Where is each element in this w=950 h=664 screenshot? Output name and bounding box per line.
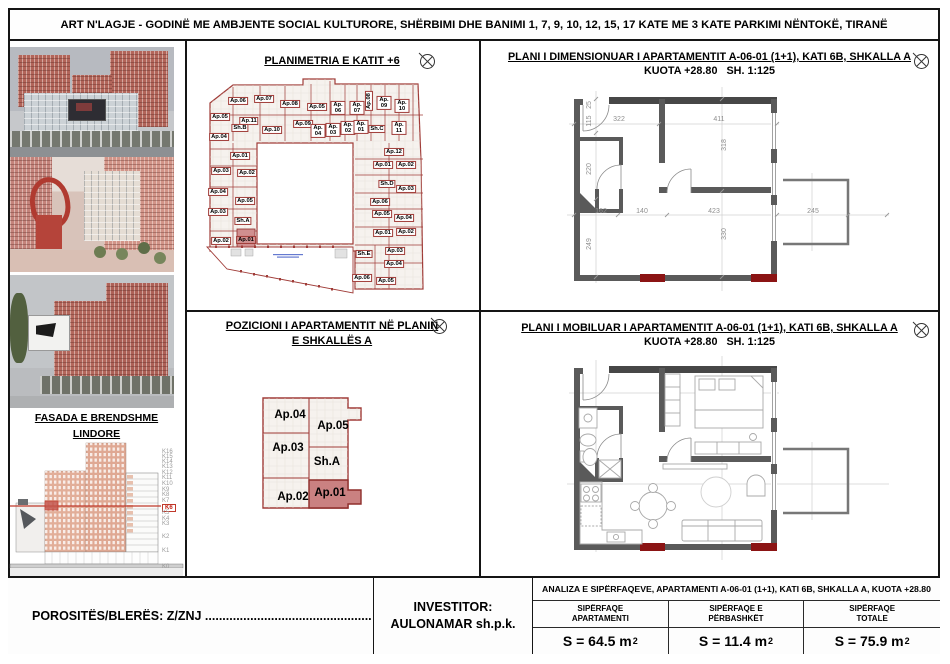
value-total-area: S = 75.9 m 2 bbox=[834, 633, 910, 649]
position-plan-drawing bbox=[185, 310, 479, 576]
render-sculpture-base bbox=[36, 215, 62, 249]
floor-label-k1: K1 bbox=[162, 548, 170, 554]
plan-note-text bbox=[273, 254, 303, 255]
key-plan-label: Ap.03 bbox=[210, 208, 226, 215]
area-analysis-table bbox=[533, 578, 940, 654]
key-plan-label: Ap.12 bbox=[386, 148, 402, 155]
furnished-plan-section bbox=[479, 310, 940, 576]
key-plan-label: Sh.A bbox=[236, 217, 250, 224]
render3-block-right bbox=[106, 283, 168, 379]
elevation-svg bbox=[8, 441, 185, 576]
svg-text:423: 423 bbox=[708, 208, 720, 215]
key-plan-label: Ap. 07 bbox=[350, 101, 365, 115]
floor-label-k12: K12 bbox=[162, 470, 173, 476]
key-plan-label: Sh.C bbox=[370, 125, 384, 132]
dimension-plan-subtitle: KUOTA +28.80 SH. 1:125 bbox=[643, 65, 776, 77]
svg-text:220: 220 bbox=[586, 163, 593, 175]
left-panel bbox=[8, 41, 185, 576]
key-plan-label: Ap.04 bbox=[396, 214, 412, 221]
svg-text:245: 245 bbox=[807, 208, 819, 215]
dimension-plan-section bbox=[479, 41, 940, 310]
key-plan-label: Ap.05 bbox=[237, 197, 253, 204]
position-plan-title-line2: E SHKALLËS A bbox=[291, 335, 373, 347]
position-plan-section bbox=[185, 310, 479, 576]
fasada-label bbox=[8, 411, 185, 443]
key-plan-label: Ap.05 bbox=[374, 210, 390, 217]
key-plan-label: Sh.D bbox=[380, 180, 394, 187]
render3-tree bbox=[10, 293, 28, 363]
floor-label-k16: K16 bbox=[162, 449, 173, 455]
key-plan-label: Ap. 06 bbox=[331, 101, 346, 115]
render3-colonnade bbox=[40, 376, 174, 394]
svg-text:330: 330 bbox=[721, 228, 728, 240]
buyer-cell bbox=[8, 578, 374, 654]
col-header-total-area: SIPËRFAQE TOTALE bbox=[804, 601, 940, 628]
position-label-ap01: Ap.01 bbox=[314, 487, 346, 499]
north-arrow-icon bbox=[418, 52, 436, 75]
key-plan-label: Ap.07 bbox=[256, 95, 272, 102]
col-header-apartment-area: SIPËRFAQE APARTAMENTI bbox=[533, 601, 669, 628]
render-ground bbox=[10, 147, 174, 157]
render-billboard-art bbox=[76, 103, 92, 111]
svg-text:411: 411 bbox=[713, 116, 725, 123]
analysis-title: ANALIZA E SIPËRFAQEVE, APARTAMENTI A-06-01 (1+1), KATI 6B, SHKALLA A, KUOTA +28.80 bbox=[533, 578, 940, 601]
key-plan-label: Ap.02 bbox=[398, 161, 414, 168]
fasada-label-line1: FASADA E BRENDSHME bbox=[34, 412, 159, 424]
render-court-glass bbox=[84, 171, 140, 241]
divider-mid bbox=[479, 41, 481, 576]
key-plan-label: Ap.01 bbox=[375, 161, 391, 168]
floor-label-k4: K4 bbox=[162, 516, 170, 522]
svg-text:249: 249 bbox=[586, 238, 593, 250]
key-plan-title: PLANIMETRIA E KATIT +6 bbox=[264, 55, 400, 67]
dimension-plan-drawing bbox=[479, 41, 940, 310]
floor-label-k8: K8 bbox=[162, 492, 170, 498]
value-shared-area: S = 11.4 m 2 bbox=[669, 628, 805, 654]
svg-text:162: 162 bbox=[595, 208, 607, 215]
floor-label-k14: K14 bbox=[162, 459, 173, 465]
floor-label-k0: K0 bbox=[162, 564, 170, 570]
position-label-sha: Sh.A bbox=[313, 456, 341, 468]
render-colonnade bbox=[10, 131, 174, 147]
position-label-ap03: Ap.03 bbox=[272, 442, 304, 454]
floor-label-k2: K2 bbox=[162, 534, 170, 540]
key-plan-label: Ap.03 bbox=[398, 185, 414, 192]
key-plan-label: Ap.05 bbox=[378, 277, 394, 284]
investor-name: AULONAMAR sh.p.k. bbox=[390, 617, 516, 631]
render-exterior-facade bbox=[10, 47, 174, 157]
key-plan-label: Ap.01 bbox=[238, 236, 254, 243]
key-plan-label: Ap.05 bbox=[212, 113, 228, 120]
key-plan-section bbox=[185, 41, 479, 310]
position-plan-title-line1: POZICIONI I APARTAMENTIT NË PLANIN bbox=[225, 320, 439, 332]
floor-label-k9: K9 bbox=[162, 487, 170, 493]
render3-ground bbox=[10, 396, 174, 408]
col-header-shared-area: SIPËRFAQE E PËRBASHKËT bbox=[669, 601, 805, 628]
floor-label-k13: K13 bbox=[162, 464, 173, 470]
elevation-drawing bbox=[8, 441, 185, 576]
floor-label-k15: K15 bbox=[162, 454, 173, 460]
floor-label-k6: K6 bbox=[162, 504, 176, 512]
furnished-plan-title: PLANI I MOBILUAR I APARTAMENTIT A-06-01 (1+1), KATI 6B, SHKALLA A bbox=[521, 322, 898, 334]
key-plan-label: Ap. 03 bbox=[326, 123, 341, 137]
key-plan-label: Ap.05 bbox=[309, 103, 325, 110]
key-plan-label: Ap. 10 bbox=[395, 99, 410, 113]
key-plan-label: Ap. 11 bbox=[392, 121, 407, 135]
ground-floor-wedge bbox=[207, 247, 353, 293]
divider-left bbox=[185, 41, 187, 576]
key-plan-label: Ap. 09 bbox=[377, 96, 392, 110]
investor-label: INVESTITOR: bbox=[413, 600, 493, 615]
render-building-corner bbox=[10, 275, 174, 408]
key-plan-label: Ap.04 bbox=[386, 260, 402, 267]
radiator bbox=[640, 274, 665, 282]
key-plan-label: Ap.02 bbox=[239, 169, 255, 176]
key-plan-label: Sh.E bbox=[357, 250, 371, 257]
key-plan-label: Ap.04 bbox=[210, 188, 226, 195]
key-plan-label: Ap.06 bbox=[354, 274, 370, 281]
position-label-ap02: Ap.02 bbox=[277, 491, 309, 503]
render-court-ground bbox=[10, 250, 174, 272]
svg-text:318: 318 bbox=[721, 139, 728, 151]
k6-highlight-box bbox=[45, 501, 58, 510]
position-label-ap05: Ap.05 bbox=[317, 420, 349, 432]
furnished-plan-subtitle: KUOTA +28.80 SH. 1:125 bbox=[643, 336, 776, 348]
key-plan-label: Ap.01 bbox=[375, 229, 391, 236]
render-trees bbox=[94, 246, 106, 258]
floor-label-k3: K3 bbox=[162, 521, 170, 527]
fasada-label-line2: LINDORE bbox=[72, 427, 121, 440]
svg-text:322: 322 bbox=[613, 116, 625, 123]
value-apartment-area: S = 64.5 m 2 bbox=[533, 628, 669, 654]
svg-text:140: 140 bbox=[636, 208, 648, 215]
key-plan-label: Sh.B bbox=[233, 124, 247, 131]
floor-label-k7: K7 bbox=[162, 498, 170, 504]
key-plan-label: Ap.10 bbox=[264, 126, 280, 133]
investor-cell bbox=[374, 578, 533, 654]
key-plan-label: Ap.02 bbox=[213, 237, 229, 244]
divider-horizontal bbox=[185, 310, 940, 312]
dimension-plan-title: PLANI I DIMENSIONUAR I APARTAMENTIT A-06-01 (1+1), KATI 6B, SHKALLA A bbox=[507, 51, 911, 63]
key-plan-label: Ap. 01 bbox=[354, 120, 369, 134]
svg-text:25: 25 bbox=[586, 101, 593, 109]
key-plan-label: Ap.08 bbox=[282, 100, 298, 107]
key-plan-label: Ap.03 bbox=[213, 167, 229, 174]
key-plan-label: Ap.09 bbox=[295, 120, 311, 127]
floor-label-k10: K10 bbox=[162, 481, 173, 487]
key-plan-label: Ap.01 bbox=[232, 152, 248, 159]
key-plan-label: Ap.11 bbox=[241, 117, 257, 124]
position-label-ap04: Ap.04 bbox=[274, 409, 306, 421]
sheet-title: ART N'LAGJE - GODINË ME AMBJENTE SOCIAL KULTURORE, SHËRBIMI DHE BANIMI 1, 7, 9, 10, 12, 15, 17 KATE ME 3 KATE PARKIMI NËNTOKË, TIRANË bbox=[8, 8, 940, 41]
key-plan-label: Ap. 04 bbox=[311, 124, 326, 138]
north-arrow-icon bbox=[430, 317, 448, 340]
north-arrow-icon bbox=[912, 321, 930, 344]
key-plan-label: Ap.06 bbox=[230, 97, 246, 104]
furnished-plan-drawing bbox=[479, 310, 940, 576]
key-plan-label: Ap.06 bbox=[372, 198, 388, 205]
title-block bbox=[8, 576, 940, 654]
key-plan-label: Ap.04 bbox=[211, 133, 227, 140]
render-courtyard bbox=[10, 157, 174, 272]
buyer-label: POROSITËS/BLERËS: Z/ZNJ ................................................ bbox=[32, 609, 372, 623]
floor-label-k5: K5 bbox=[162, 510, 170, 516]
north-arrow-icon bbox=[912, 52, 930, 75]
radiator bbox=[751, 274, 777, 282]
key-plan-label: Ap.08 bbox=[365, 93, 372, 109]
floor-label-k11: K11 bbox=[162, 475, 173, 481]
key-plan-label: Ap.03 bbox=[387, 247, 403, 254]
svg-text:115: 115 bbox=[586, 115, 593, 127]
key-plan-label: Ap. 02 bbox=[341, 121, 356, 135]
key-plan-drawing bbox=[185, 41, 479, 310]
key-plan-label: Ap.02 bbox=[398, 228, 414, 235]
